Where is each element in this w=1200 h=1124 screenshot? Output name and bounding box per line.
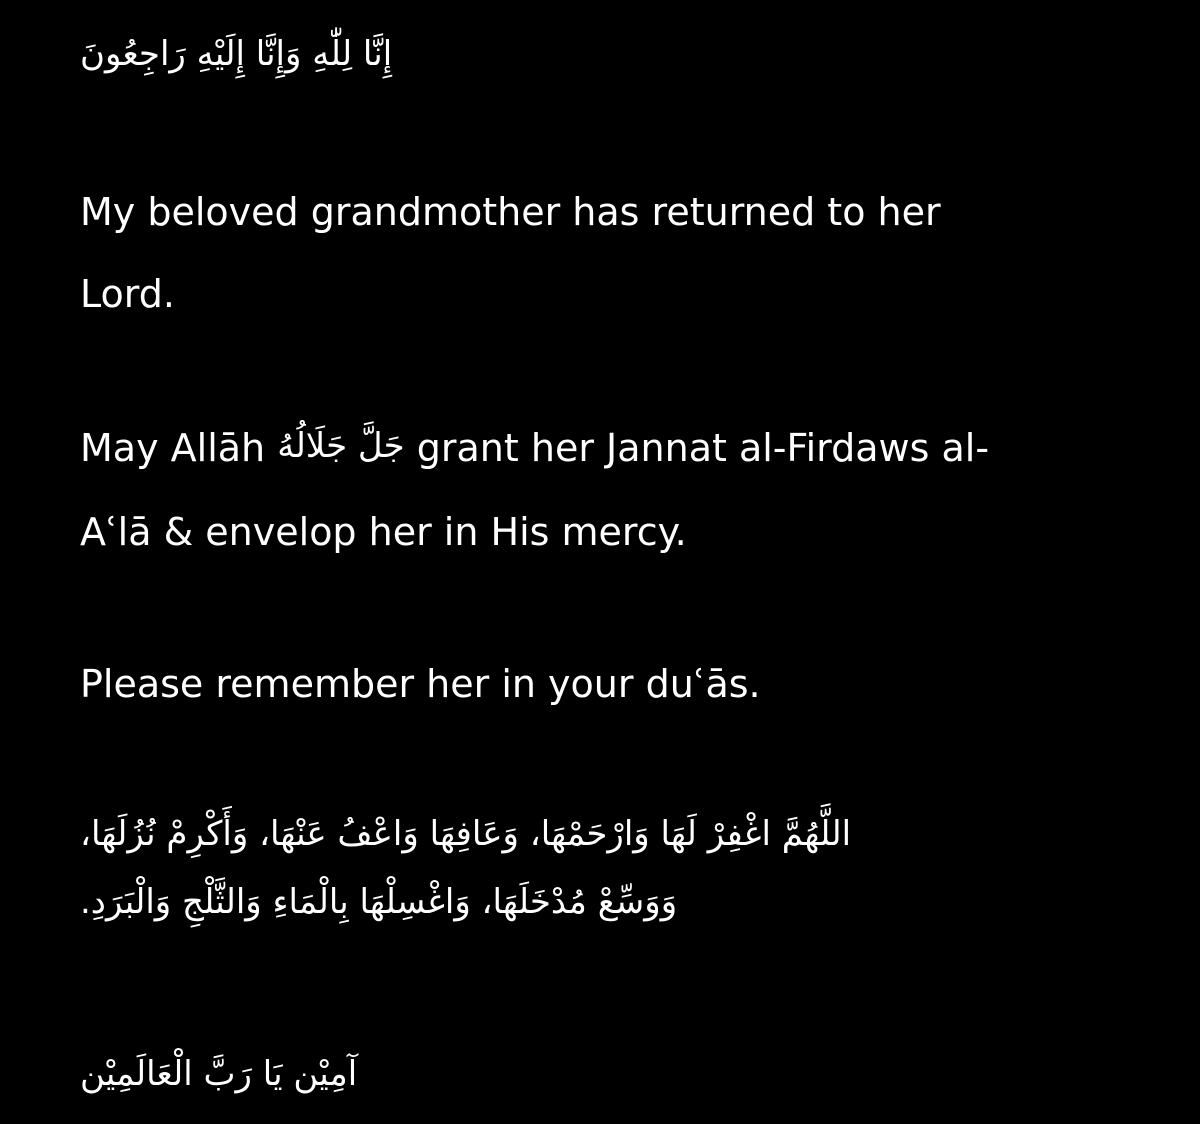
paragraph-line-4: Aʿlā & envelop her in His mercy. — [80, 510, 687, 554]
paragraph-prayer — [80, 407, 1120, 573]
paragraph-line-3 — [80, 407, 1120, 491]
dua-line-2: وَوَسِّعْ مُدْخَلَهَا، وَاغْسِلْهَا بِالْمَاءِ وَالثَّلْجِ وَالْبَرَدِ. — [80, 882, 678, 922]
closing-arabic-text: آمِيْن يَا رَبَّ الْعَالَمِيْن — [80, 1054, 358, 1094]
jalla-jalaluhu-glyph: جَلَّ جَلَالُهُ — [277, 426, 405, 466]
opening-arabic-text: إِنَّا لِلّٰهِ وَإِنَّا إِلَيْهِ رَاجِعُونَ — [80, 34, 393, 74]
paragraph-line-5: Please remember her in your duʿās. — [80, 662, 761, 706]
paragraph-line-1: My beloved grandmother has returned to her — [80, 190, 941, 234]
paragraph-request — [80, 643, 1120, 725]
paragraph-line-2: Lord. — [80, 272, 175, 316]
paragraph-grandmother — [80, 171, 1120, 335]
dua-line-1: اللَّهُمَّ اغْفِرْ لَهَا وَارْحَمْهَا، وَعَافِهَا وَاعْفُ عَنْهَا، وَأَكْرِمْ نُزُلَهَا، — [80, 814, 852, 854]
line3-after-text: grant her Jannat al-Firdaws al- — [416, 426, 990, 470]
dua-block — [80, 800, 1120, 936]
line3-before-text: May Allāh — [80, 426, 266, 470]
closing-arabic-row — [80, 1040, 357, 1108]
opening-arabic-row — [80, 20, 392, 88]
